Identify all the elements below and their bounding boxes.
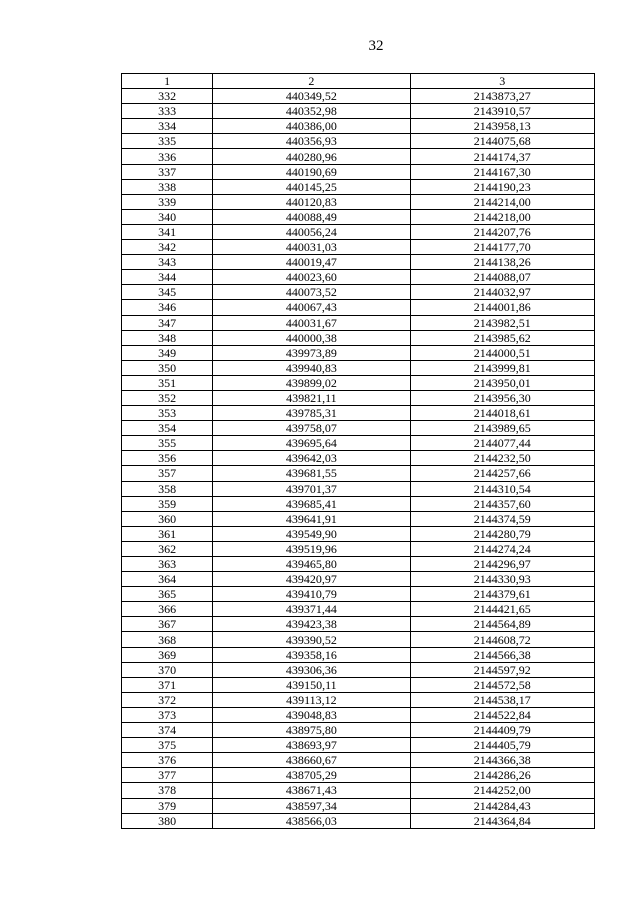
table-row bbox=[122, 255, 595, 270]
table-row bbox=[122, 677, 595, 692]
point-number-cell: 340 bbox=[122, 209, 213, 224]
y-coordinate-cell: 2144138,26 bbox=[410, 255, 594, 270]
x-coordinate-cell: 439390,52 bbox=[213, 632, 410, 647]
page-number: 32 bbox=[368, 38, 384, 54]
point-number-cell: 371 bbox=[122, 677, 213, 692]
x-coordinate-cell: 440023,60 bbox=[213, 270, 410, 285]
point-number-cell: 373 bbox=[122, 707, 213, 722]
point-number-cell: 366 bbox=[122, 602, 213, 617]
table-row bbox=[122, 285, 595, 300]
y-coordinate-cell: 2144207,76 bbox=[410, 224, 594, 239]
table-row bbox=[122, 270, 595, 285]
point-number-cell: 356 bbox=[122, 451, 213, 466]
point-number-cell: 332 bbox=[122, 89, 213, 104]
table-row bbox=[122, 738, 595, 753]
y-coordinate-cell: 2144374,59 bbox=[410, 511, 594, 526]
point-number-cell: 376 bbox=[122, 753, 213, 768]
table-row bbox=[122, 240, 595, 255]
point-number-cell: 378 bbox=[122, 783, 213, 798]
y-coordinate-cell: 2144232,50 bbox=[410, 451, 594, 466]
y-coordinate-cell: 2143989,65 bbox=[410, 421, 594, 436]
table-row bbox=[122, 753, 595, 768]
point-number-cell: 367 bbox=[122, 617, 213, 632]
x-coordinate-cell: 439701,37 bbox=[213, 481, 410, 496]
y-coordinate-cell: 2144284,43 bbox=[410, 798, 594, 813]
point-number-cell: 359 bbox=[122, 496, 213, 511]
point-number-cell: 365 bbox=[122, 587, 213, 602]
table-row bbox=[122, 541, 595, 556]
y-coordinate-cell: 2144174,37 bbox=[410, 149, 594, 164]
x-coordinate-cell: 439420,97 bbox=[213, 572, 410, 587]
x-coordinate-cell: 440031,67 bbox=[213, 315, 410, 330]
point-number-cell: 374 bbox=[122, 723, 213, 738]
table-row bbox=[122, 707, 595, 722]
y-coordinate-cell: 2144032,97 bbox=[410, 285, 594, 300]
table-row bbox=[122, 617, 595, 632]
x-coordinate-cell: 439371,44 bbox=[213, 602, 410, 617]
y-coordinate-cell: 2144214,00 bbox=[410, 194, 594, 209]
x-coordinate-cell: 439048,83 bbox=[213, 707, 410, 722]
table-row bbox=[122, 375, 595, 390]
y-coordinate-cell: 2144252,00 bbox=[410, 783, 594, 798]
point-number-cell: 347 bbox=[122, 315, 213, 330]
x-coordinate-cell: 439465,80 bbox=[213, 557, 410, 572]
y-coordinate-cell: 2144522,84 bbox=[410, 707, 594, 722]
y-coordinate-cell: 2144566,38 bbox=[410, 647, 594, 662]
x-coordinate-cell: 438705,29 bbox=[213, 768, 410, 783]
table-row bbox=[122, 783, 595, 798]
x-coordinate-cell: 438566,03 bbox=[213, 813, 410, 828]
table-row bbox=[122, 526, 595, 541]
table-row bbox=[122, 224, 595, 239]
y-coordinate-cell: 2144218,00 bbox=[410, 209, 594, 224]
table-row bbox=[122, 194, 595, 209]
point-number-cell: 335 bbox=[122, 134, 213, 149]
point-number-cell: 363 bbox=[122, 557, 213, 572]
point-number-cell: 357 bbox=[122, 466, 213, 481]
y-coordinate-cell: 2144572,58 bbox=[410, 677, 594, 692]
x-coordinate-cell: 440349,52 bbox=[213, 89, 410, 104]
point-number-cell: 380 bbox=[122, 813, 213, 828]
x-coordinate-cell: 440386,00 bbox=[213, 119, 410, 134]
x-coordinate-cell: 439519,96 bbox=[213, 541, 410, 556]
table-row bbox=[122, 768, 595, 783]
table-row bbox=[122, 164, 595, 179]
column-header-2: 2 bbox=[213, 74, 410, 89]
table-row bbox=[122, 330, 595, 345]
y-coordinate-cell: 2144077,44 bbox=[410, 436, 594, 451]
table-row bbox=[122, 662, 595, 677]
point-number-cell: 344 bbox=[122, 270, 213, 285]
x-coordinate-cell: 440031,03 bbox=[213, 240, 410, 255]
point-number-cell: 350 bbox=[122, 360, 213, 375]
x-coordinate-cell: 440280,96 bbox=[213, 149, 410, 164]
point-number-cell: 379 bbox=[122, 798, 213, 813]
table-row bbox=[122, 436, 595, 451]
column-header-3: 3 bbox=[410, 74, 594, 89]
y-coordinate-cell: 2144280,79 bbox=[410, 526, 594, 541]
y-coordinate-cell: 2143958,13 bbox=[410, 119, 594, 134]
point-number-cell: 338 bbox=[122, 179, 213, 194]
table-row bbox=[122, 149, 595, 164]
y-coordinate-cell: 2144167,30 bbox=[410, 164, 594, 179]
y-coordinate-cell: 2144001,86 bbox=[410, 300, 594, 315]
y-coordinate-cell: 2143910,57 bbox=[410, 104, 594, 119]
point-number-cell: 341 bbox=[122, 224, 213, 239]
table-row bbox=[122, 119, 595, 134]
point-number-cell: 342 bbox=[122, 240, 213, 255]
y-coordinate-cell: 2144366,38 bbox=[410, 753, 594, 768]
point-number-cell: 343 bbox=[122, 255, 213, 270]
table-row bbox=[122, 104, 595, 119]
x-coordinate-cell: 439150,11 bbox=[213, 677, 410, 692]
table-row bbox=[122, 798, 595, 813]
y-coordinate-cell: 2144330,93 bbox=[410, 572, 594, 587]
y-coordinate-cell: 2144405,79 bbox=[410, 738, 594, 753]
x-coordinate-cell: 439681,55 bbox=[213, 466, 410, 481]
y-coordinate-cell: 2143956,30 bbox=[410, 390, 594, 405]
table-row bbox=[122, 300, 595, 315]
point-number-cell: 364 bbox=[122, 572, 213, 587]
point-number-cell: 370 bbox=[122, 662, 213, 677]
x-coordinate-cell: 438660,67 bbox=[213, 753, 410, 768]
table-row bbox=[122, 345, 595, 360]
y-coordinate-cell: 2144538,17 bbox=[410, 692, 594, 707]
y-coordinate-cell: 2144564,89 bbox=[410, 617, 594, 632]
point-number-cell: 358 bbox=[122, 481, 213, 496]
x-coordinate-cell: 439410,79 bbox=[213, 587, 410, 602]
y-coordinate-cell: 2144190,23 bbox=[410, 179, 594, 194]
table-body bbox=[122, 89, 595, 829]
x-coordinate-cell: 439642,03 bbox=[213, 451, 410, 466]
x-coordinate-cell: 439758,07 bbox=[213, 421, 410, 436]
point-number-cell: 372 bbox=[122, 692, 213, 707]
y-coordinate-cell: 2144274,24 bbox=[410, 541, 594, 556]
table-row bbox=[122, 723, 595, 738]
y-coordinate-cell: 2144018,61 bbox=[410, 406, 594, 421]
table-row bbox=[122, 572, 595, 587]
x-coordinate-cell: 440120,83 bbox=[213, 194, 410, 209]
point-number-cell: 336 bbox=[122, 149, 213, 164]
point-number-cell: 349 bbox=[122, 345, 213, 360]
point-number-cell: 351 bbox=[122, 375, 213, 390]
table-row bbox=[122, 89, 595, 104]
x-coordinate-cell: 440356,93 bbox=[213, 134, 410, 149]
point-number-cell: 375 bbox=[122, 738, 213, 753]
table-row bbox=[122, 511, 595, 526]
x-coordinate-cell: 439973,89 bbox=[213, 345, 410, 360]
x-coordinate-cell: 439695,64 bbox=[213, 436, 410, 451]
x-coordinate-cell: 438671,43 bbox=[213, 783, 410, 798]
table-row bbox=[122, 390, 595, 405]
table-row bbox=[122, 481, 595, 496]
y-coordinate-cell: 2143982,51 bbox=[410, 315, 594, 330]
point-number-cell: 346 bbox=[122, 300, 213, 315]
y-coordinate-cell: 2143999,81 bbox=[410, 360, 594, 375]
table-row bbox=[122, 451, 595, 466]
x-coordinate-cell: 440019,47 bbox=[213, 255, 410, 270]
table-header-row bbox=[122, 74, 595, 89]
table-row bbox=[122, 209, 595, 224]
x-coordinate-cell: 438597,34 bbox=[213, 798, 410, 813]
y-coordinate-cell: 2144088,07 bbox=[410, 270, 594, 285]
y-coordinate-cell: 2144310,54 bbox=[410, 481, 594, 496]
y-coordinate-cell: 2144421,65 bbox=[410, 602, 594, 617]
x-coordinate-cell: 439685,41 bbox=[213, 496, 410, 511]
point-number-cell: 334 bbox=[122, 119, 213, 134]
column-header-1: 1 bbox=[122, 74, 213, 89]
table-row bbox=[122, 602, 595, 617]
y-coordinate-cell: 2144608,72 bbox=[410, 632, 594, 647]
coordinates-table bbox=[121, 73, 595, 829]
table-row bbox=[122, 587, 595, 602]
x-coordinate-cell: 440088,49 bbox=[213, 209, 410, 224]
x-coordinate-cell: 439358,16 bbox=[213, 647, 410, 662]
x-coordinate-cell: 439641,91 bbox=[213, 511, 410, 526]
table-row bbox=[122, 134, 595, 149]
point-number-cell: 368 bbox=[122, 632, 213, 647]
x-coordinate-cell: 439785,31 bbox=[213, 406, 410, 421]
point-number-cell: 337 bbox=[122, 164, 213, 179]
x-coordinate-cell: 438693,97 bbox=[213, 738, 410, 753]
y-coordinate-cell: 2144075,68 bbox=[410, 134, 594, 149]
x-coordinate-cell: 439306,36 bbox=[213, 662, 410, 677]
y-coordinate-cell: 2144597,92 bbox=[410, 662, 594, 677]
x-coordinate-cell: 440145,25 bbox=[213, 179, 410, 194]
y-coordinate-cell: 2143950,01 bbox=[410, 375, 594, 390]
y-coordinate-cell: 2144286,26 bbox=[410, 768, 594, 783]
point-number-cell: 361 bbox=[122, 526, 213, 541]
point-number-cell: 362 bbox=[122, 541, 213, 556]
y-coordinate-cell: 2144357,60 bbox=[410, 496, 594, 511]
point-number-cell: 377 bbox=[122, 768, 213, 783]
table-row bbox=[122, 360, 595, 375]
table-row bbox=[122, 557, 595, 572]
point-number-cell: 333 bbox=[122, 104, 213, 119]
point-number-cell: 354 bbox=[122, 421, 213, 436]
x-coordinate-cell: 440190,69 bbox=[213, 164, 410, 179]
y-coordinate-cell: 2144296,97 bbox=[410, 557, 594, 572]
x-coordinate-cell: 440067,43 bbox=[213, 300, 410, 315]
x-coordinate-cell: 440056,24 bbox=[213, 224, 410, 239]
table-row bbox=[122, 466, 595, 481]
y-coordinate-cell: 2144364,84 bbox=[410, 813, 594, 828]
table-row bbox=[122, 315, 595, 330]
y-coordinate-cell: 2144409,79 bbox=[410, 723, 594, 738]
point-number-cell: 345 bbox=[122, 285, 213, 300]
table-row bbox=[122, 496, 595, 511]
point-number-cell: 355 bbox=[122, 436, 213, 451]
x-coordinate-cell: 439113,12 bbox=[213, 692, 410, 707]
point-number-cell: 353 bbox=[122, 406, 213, 421]
x-coordinate-cell: 440352,98 bbox=[213, 104, 410, 119]
point-number-cell: 348 bbox=[122, 330, 213, 345]
table-row bbox=[122, 632, 595, 647]
table-row bbox=[122, 692, 595, 707]
y-coordinate-cell: 2143985,62 bbox=[410, 330, 594, 345]
y-coordinate-cell: 2143873,27 bbox=[410, 89, 594, 104]
table-row bbox=[122, 406, 595, 421]
x-coordinate-cell: 438975,80 bbox=[213, 723, 410, 738]
point-number-cell: 339 bbox=[122, 194, 213, 209]
y-coordinate-cell: 2144000,51 bbox=[410, 345, 594, 360]
x-coordinate-cell: 440073,52 bbox=[213, 285, 410, 300]
x-coordinate-cell: 439423,38 bbox=[213, 617, 410, 632]
point-number-cell: 352 bbox=[122, 390, 213, 405]
table-row bbox=[122, 421, 595, 436]
point-number-cell: 360 bbox=[122, 511, 213, 526]
y-coordinate-cell: 2144257,66 bbox=[410, 466, 594, 481]
x-coordinate-cell: 439899,02 bbox=[213, 375, 410, 390]
table-row bbox=[122, 647, 595, 662]
y-coordinate-cell: 2144177,70 bbox=[410, 240, 594, 255]
x-coordinate-cell: 439821,11 bbox=[213, 390, 410, 405]
x-coordinate-cell: 439940,83 bbox=[213, 360, 410, 375]
point-number-cell: 369 bbox=[122, 647, 213, 662]
y-coordinate-cell: 2144379,61 bbox=[410, 587, 594, 602]
x-coordinate-cell: 439549,90 bbox=[213, 526, 410, 541]
table-row bbox=[122, 179, 595, 194]
x-coordinate-cell: 440000,38 bbox=[213, 330, 410, 345]
table-row bbox=[122, 813, 595, 828]
